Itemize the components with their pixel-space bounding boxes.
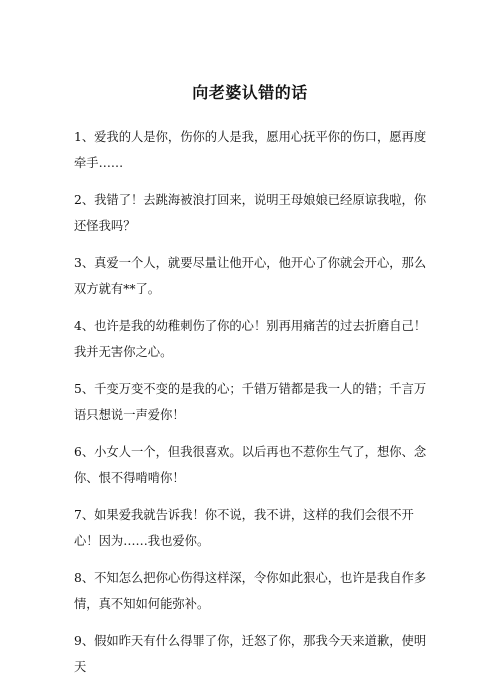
list-item: 3、真爱一个人，就要尽量让他开心，他开心了你就会开心，那么双方就有**了。	[74, 256, 427, 296]
list-item: 6、小女人一个，但我很喜欢。以后再也不惹你生气了，想你、念你、恨不得啃啃你！	[74, 445, 427, 485]
list-item: 7、如果爱我就告诉我！你不说，我不讲，这样的我们会很不开心！因为……我也爱你。	[74, 508, 414, 548]
list-item: 2、我错了！去跳海被浪打回来，说明王母娘娘已经原谅我啦，你还怪我吗？	[74, 193, 427, 233]
list-item: 5、千变万变不变的是我的心；千错万错都是我一人的错；千言万语只想说一声爱你！	[74, 382, 427, 422]
list-item: 1、爱我的人是你，伤你的人是我，愿用心抚平你的伤口，愿再度牵手……	[74, 130, 427, 170]
page-title: 向老婆认错的话	[192, 83, 308, 102]
list-item: 4、也许是我的幼稚刺伤了你的心！别再用痛苦的过去折磨自己！我并无害你之心。	[74, 319, 427, 359]
list-item: 8、不知怎么把你心伤得这样深，令你如此狠心，也许是我自作多情，真不知如何能弥补。	[74, 571, 427, 611]
list-item: 9、假如昨天有什么得罪了你，迁怒了你，那我今天来道歉，使明天	[74, 634, 427, 674]
apology-list	[74, 124, 434, 691]
